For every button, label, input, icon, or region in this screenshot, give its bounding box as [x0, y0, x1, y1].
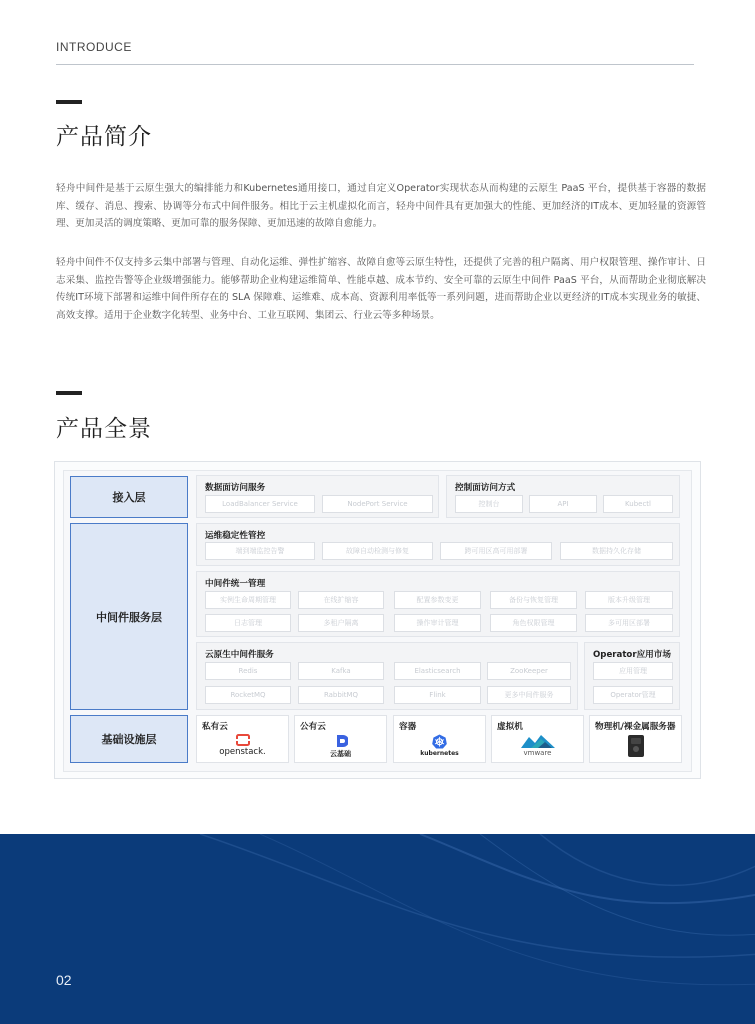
panel-control-access: [446, 475, 680, 518]
server-icon: [626, 734, 646, 758]
infra-title: 容器: [399, 722, 417, 732]
infra-public-cloud: [294, 715, 387, 763]
chip-unified-item: 配置参数变更: [394, 591, 481, 609]
chip-nodeport: NodePort Service: [322, 495, 433, 513]
chip-unified-item: 操作审计管理: [394, 614, 481, 632]
section-title-intro: 产品简介: [56, 124, 152, 150]
panel-title: 控制面访问方式: [455, 483, 516, 493]
layer-access: 接入层: [70, 476, 188, 518]
chip-unified-item: 角色权限管理: [490, 614, 577, 632]
chip-unified-item: 多可用区部署: [585, 614, 673, 632]
kubernetes-icon: [432, 734, 447, 749]
infra-title: 公有云: [300, 722, 326, 732]
chip-unified-item: 日志管理: [205, 614, 291, 632]
chip-app-management: 应用管理: [593, 662, 673, 680]
openstack-icon: [236, 734, 250, 746]
logo-text: kubernetes: [420, 750, 459, 757]
panel-unified-management: [196, 571, 680, 637]
chip-middleware-rocketmq: RocketMQ: [205, 686, 291, 704]
infra-virtual-machine: [491, 715, 584, 763]
infra-private-cloud: [196, 715, 289, 763]
chip-unified-item: 实例生命周期管理: [205, 591, 291, 609]
chip-middleware-more: 更多中间件服务: [487, 686, 571, 704]
infra-title: 私有云: [202, 722, 228, 732]
header-label: INTRODUCE: [56, 40, 132, 54]
chip-middleware-rabbitmq: RabbitMQ: [298, 686, 384, 704]
chip-ops-item: 跨可用区高可用部署: [440, 542, 552, 560]
chip-ops-item: 数据持久化存储: [560, 542, 673, 560]
chip-unified-item: 备份与恢复管理: [490, 591, 577, 609]
vmware-icon: [521, 734, 555, 748]
panel-title: 数据面访问服务: [205, 483, 266, 493]
chip-ops-item: 故障自动检测与修复: [322, 542, 433, 560]
infra-bare-metal: [589, 715, 682, 763]
netease-cloud-icon: [334, 734, 348, 748]
chip-middleware-elasticsearch: Elasticsearch: [394, 662, 481, 680]
chip-middleware-kafka: Kafka: [298, 662, 384, 680]
footer-band: [0, 834, 755, 1024]
panel-operator-market: [584, 642, 680, 710]
logo-text: 云基础: [330, 750, 351, 758]
intro-paragraph-1: 轻舟中间件是基于云原生强大的编排能力和Kubernetes通用接口，通过自定义Operator实现状态从而构建的云原生 PaaS 平台，提供基于容器的数据库、缓存、消息、搜索、协调等分布式中间件服务。相比于云主机虚拟化而言，轻舟中间件具有更加强大的性能、更加经济的IT成本、更加轻量的资源管理、更加灵活的调度策略、更加可靠的服务保障、更加迅速的故障自愈能力。: [56, 183, 706, 229]
footer-wave-decoration: [0, 834, 755, 1024]
panel-data-access: [196, 475, 439, 518]
chip-operator-management: Operator管理: [593, 686, 673, 704]
layer-middleware: 中间件服务层: [70, 523, 188, 710]
server-logo: [590, 734, 681, 758]
chip-middleware-zookeeper: ZooKeeper: [487, 662, 571, 680]
chip-unified-item: 多租户隔离: [298, 614, 384, 632]
vmware-logo: [492, 734, 583, 757]
panel-title: 中间件统一管理: [205, 579, 266, 589]
header-divider: [56, 64, 694, 65]
intro-paragraph-2: 轻舟中间件不仅支持多云集中部署与管理、自动化运维、弹性扩缩容、故障自愈等云原生特性，还提供了完善的租户隔离、用户权限管理、操作审计、日志采集、监控告警等企业级增强能力。能够帮助企业构建运维简单、性能卓越、成本节约、安全可靠的云原生中间件 PaaS 平台，从而帮助企业彻底解决传统IT环境下部署和运维中间件所存在的 SLA 保障难、运维难、成本高、资源利用率低等一系列问题，进而帮助企业以更经济的IT成本实现业务的敏捷、高效支撑。适用于企业数字化转型、业务中台、工业互联网、集团云、行业云等多种场景。: [56, 257, 706, 321]
page-number: 02: [56, 972, 72, 988]
chip-middleware-flink: Flink: [394, 686, 481, 704]
chip-load-balancer: LoadBalancer Service: [205, 495, 315, 513]
panel-ops-stability: [196, 523, 680, 566]
infra-container: [393, 715, 486, 763]
panel-title: Operator应用市场: [593, 650, 671, 660]
logo-text: vmware: [523, 749, 552, 757]
chip-unified-item: 版本升级管理: [585, 591, 673, 609]
chip-api: API: [529, 495, 597, 513]
infra-title: 物理机/裸金属服务器: [595, 722, 676, 732]
section-title-overview: 产品全景: [56, 416, 152, 442]
panel-title: 运维稳定性管控: [205, 531, 266, 541]
chip-console: 控制台: [455, 495, 523, 513]
section-marker: [56, 391, 82, 395]
section-marker: [56, 100, 82, 104]
openstack-logo: [197, 734, 288, 757]
infra-title: 虚拟机: [497, 722, 523, 732]
chip-kubectl: Kubectl: [603, 495, 673, 513]
chip-middleware-redis: Redis: [205, 662, 291, 680]
chip-unified-item: 在线扩缩容: [298, 591, 384, 609]
panel-title: 云原生中间件服务: [205, 650, 274, 660]
logo-text: openstack.: [219, 747, 266, 757]
layer-infra: 基础设施层: [70, 715, 188, 763]
panel-cloud-native-middleware: [196, 642, 578, 710]
public-cloud-logo: [295, 734, 386, 759]
chip-ops-item: 端到端监控告警: [205, 542, 315, 560]
kubernetes-logo: [394, 734, 485, 757]
